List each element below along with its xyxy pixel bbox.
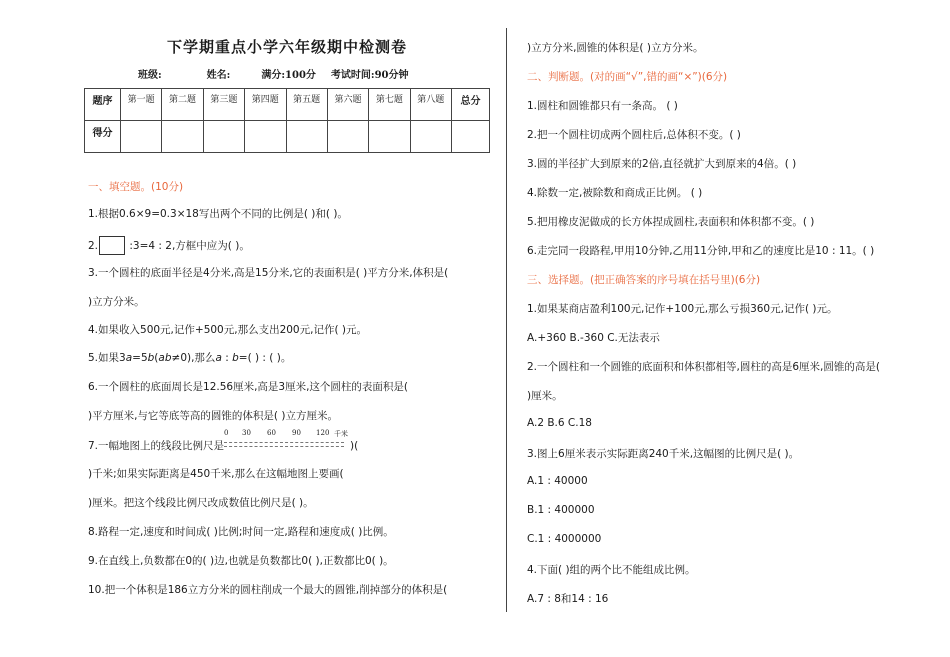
total-score-cell[interactable] xyxy=(452,121,490,153)
score-cell[interactable] xyxy=(245,121,286,153)
scale-label: 60 xyxy=(267,429,276,437)
option-line: C.1 : 4000000 xyxy=(527,533,602,545)
text-fragment: ≠0),那么 xyxy=(171,352,216,364)
text-fragment: ( xyxy=(154,352,159,364)
text-fragment: : xyxy=(221,352,233,364)
score-table xyxy=(84,88,490,153)
text-fragment: )( xyxy=(350,440,359,452)
question-line: 3.圆的半径扩大到原来的2倍,直径就扩大到原来的4倍。( ) xyxy=(527,158,797,170)
question-line: 5.把用橡皮泥做成的长方体捏成圆柱,表面积和体积都不变。( ) xyxy=(527,216,815,228)
score-cell[interactable] xyxy=(286,121,327,153)
option-line: A.2 B.6 C.18 xyxy=(527,417,592,429)
question-line: 4.下面( )组的两个比不能组成比例。 xyxy=(527,564,696,576)
score-table-header-row xyxy=(85,89,490,121)
column-divider xyxy=(506,28,507,612)
question-line: 9.在直线上,负数都在0的( )边,也就是负数都比0( ),正数都比0( )。 xyxy=(88,555,394,567)
question-line: 4.如果收入500元,记作+500元,那么支出200元,记作( )元。 xyxy=(88,324,367,336)
question-line: 2.一个圆柱和一个圆锥的底面积和体积都相等,圆柱的高是6厘米,圆锥的高是( xyxy=(527,361,880,373)
column-header: 第四题 xyxy=(245,89,286,121)
question-line xyxy=(88,236,250,255)
variable: a xyxy=(125,352,133,364)
answer-box[interactable] xyxy=(99,236,125,255)
score-cell[interactable] xyxy=(162,121,203,153)
scale-label: 千米 xyxy=(334,430,349,438)
question-line: 6.走完同一段路程,甲用10分钟,乙用11分钟,甲和乙的速度比是10 : 11。( ) xyxy=(527,245,875,257)
question-line: )平方厘米,与它等底等高的圆锥的体积是( )立方厘米。 xyxy=(88,410,338,422)
question-line: 3.一个圆柱的底面半径是4分米,高是15分米,它的表面积是( )平方分米,体积是( xyxy=(88,267,449,279)
scale-label: 30 xyxy=(242,429,251,437)
variable: a xyxy=(215,352,222,364)
question-line: 3.图上6厘米表示实际距离240千米,这幅图的比例尺是( )。 xyxy=(527,448,800,460)
total-header: 总分 xyxy=(452,89,490,121)
question-line: )立方分米。 xyxy=(88,296,145,308)
exam-info-row xyxy=(138,66,409,81)
question-line: 6.一个圆柱的底面周长是12.56厘米,高是3厘米,这个圆柱的表面积是( xyxy=(88,381,409,393)
text-fragment: =( ) : ( )。 xyxy=(238,352,292,364)
question-line: )厘米。 xyxy=(527,390,563,402)
score-cell[interactable] xyxy=(327,121,368,153)
full-score-label: 满分:100分 xyxy=(261,70,316,81)
score-table-score-row xyxy=(85,121,490,153)
question-line xyxy=(88,429,359,453)
score-cell[interactable] xyxy=(203,121,244,153)
scale-bar xyxy=(224,429,350,453)
question-line: 4.除数一定,被除数和商成正比例。 ( ) xyxy=(527,187,703,199)
section3-heading: 三、选择题。(把正确答案的序号填在括号里)(6分) xyxy=(527,274,761,286)
column-header: 第七题 xyxy=(369,89,410,121)
section2-heading: 二、判断题。(对的画“√”,错的画“×”)(6分) xyxy=(527,71,728,83)
question-text: :3=4 : 2,方框中应为( )。 xyxy=(126,240,250,252)
text-fragment: 7.一幅地图上的线段比例尺是 xyxy=(88,440,225,452)
variable: b xyxy=(232,352,239,364)
variable: b xyxy=(147,352,155,364)
score-cell[interactable] xyxy=(410,121,451,153)
exam-title: 下学期重点小学六年级期中检测卷 xyxy=(166,38,407,56)
exam-time-label: 考试时间:90分钟 xyxy=(330,70,409,81)
question-line xyxy=(88,350,291,365)
name-label: 姓名: xyxy=(206,70,231,81)
column-header: 第五题 xyxy=(286,89,327,121)
class-label: 班级: xyxy=(138,70,162,81)
question-line: )立方分米,圆锥的体积是( )立方分米。 xyxy=(527,42,704,54)
column-header: 第一题 xyxy=(121,89,162,121)
question-line: 1.圆柱和圆锥都只有一条高。 ( ) xyxy=(527,100,678,112)
question-line: 1.根据0.6×9=0.3×18写出两个不同的比例是( )和( )。 xyxy=(88,208,348,220)
column-header: 第八题 xyxy=(410,89,451,121)
scale-label: 120 xyxy=(316,429,330,437)
scale-label: 90 xyxy=(292,429,301,437)
question-line: 10.把一个体积是186立方分米的圆柱削成一个最大的圆锥,削掉部分的体积是( xyxy=(88,584,448,596)
option-line: B.1 : 400000 xyxy=(527,504,595,516)
scale-label: 0 xyxy=(224,429,229,437)
row-label-question: 题序 xyxy=(85,89,121,121)
score-cell[interactable] xyxy=(369,121,410,153)
option-line: A.7 : 8和14 : 16 xyxy=(527,593,609,605)
option-line: A.1 : 40000 xyxy=(527,475,588,487)
question-line: )千米;如果实际距离是450千米,那么在这幅地图上要画( xyxy=(88,468,344,480)
question-line: 8.路程一定,速度和时间成( )比例;时间一定,路程和速度成( )比例。 xyxy=(88,526,394,538)
question-line: 2.把一个圆柱切成两个圆柱后,总体积不变。( ) xyxy=(527,129,741,141)
section1-heading: 一、填空题。(10分) xyxy=(88,181,184,193)
score-cell[interactable] xyxy=(121,121,162,153)
column-header: 第三题 xyxy=(203,89,244,121)
variable: ab xyxy=(158,352,172,364)
row-label-score: 得分 xyxy=(85,121,121,153)
text-fragment: =5 xyxy=(132,352,148,364)
question-number: 2. xyxy=(88,240,99,252)
question-line: )厘米。把这个线段比例尺改成数值比例尺是( )。 xyxy=(88,497,314,509)
scale-line xyxy=(224,442,344,447)
text-fragment: 5.如果3 xyxy=(88,352,126,364)
column-header: 第六题 xyxy=(327,89,368,121)
column-header: 第二题 xyxy=(162,89,203,121)
option-line: A.+360 B.-360 C.无法表示 xyxy=(527,332,660,344)
question-line: 1.如果某商店盈利100元,记作+100元,那么亏损360元,记作( )元。 xyxy=(527,303,838,315)
